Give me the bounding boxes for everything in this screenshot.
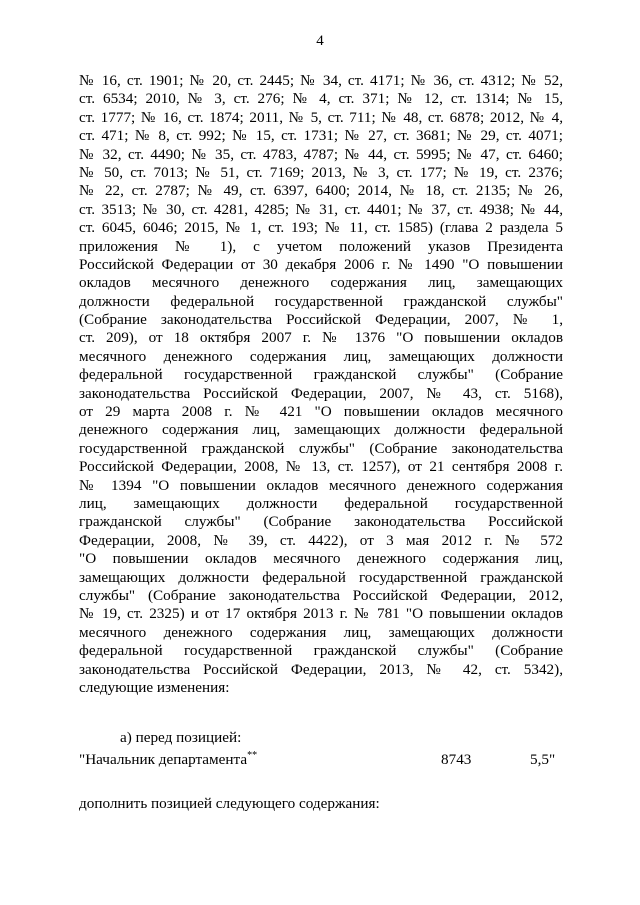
paragraph-line: ст. 209), от 18 октября 2007 г. № 1376 "О повышении окладов	[79, 329, 563, 347]
paragraph-line: должности федеральной государственной гражданской службы"	[79, 292, 563, 310]
paragraph-line: гражданской службы" (Собрание законодательства Российской	[79, 513, 563, 531]
position-coefficient: 5,5"	[530, 751, 556, 768]
paragraph-line: окладов месячного денежного содержания лиц, замещающих	[79, 274, 563, 292]
paragraph-line: ст. 6534; 2010, № 3, ст. 276; № 4, ст. 371; № 12, ст. 1314; № 15,	[79, 90, 563, 108]
paragraph-line: законодательства Российской Федерации, 2013, № 42, ст. 5342),	[79, 660, 563, 678]
paragraph-line: ст. 1777; № 16, ст. 1874; 2011, № 5, ст. 711; № 48, ст. 6878; 2012, № 4,	[79, 108, 563, 126]
body-paragraph	[79, 72, 563, 697]
paragraph-line: № 16, ст. 1901; № 20, ст. 2445; № 34, ст. 4171; № 36, ст. 4312; № 52,	[79, 72, 563, 89]
paragraph-line: № 1394 "О повышении окладов месячного денежного содержания	[79, 476, 563, 494]
paragraph-line: № 19, ст. 2325) и от 17 октября 2013 г. № 781 "О повышении окладов	[79, 605, 563, 623]
paragraph-line: законодательства Российской Федерации, 2007, № 43, ст. 5168),	[79, 384, 563, 402]
paragraph-line: денежного содержания лиц, замещающих должности федеральной	[79, 421, 563, 439]
add-position-text: дополнить позицией следующего содержания:	[79, 795, 380, 812]
paragraph-line: № 50, ст. 7013; № 51, ст. 7169; 2013, № 3, ст. 177; № 19, ст. 2376;	[79, 163, 563, 181]
paragraph-line: ст. 3513; № 30, ст. 4281, 4285; № 31, ст. 4401; № 37, ст. 4938; № 44,	[79, 200, 563, 218]
paragraph-line: лиц, замещающих должности федеральной государственной	[79, 494, 563, 512]
page-number: 4	[316, 33, 324, 49]
paragraph-line: (Собрание законодательства Российской Федерации, 2007, № 1,	[79, 311, 563, 329]
position-name-text: "Начальник департамента	[79, 751, 248, 768]
position-code: 8743	[441, 751, 472, 768]
paragraph-line: ст. 471; № 8, ст. 992; № 15, ст. 1731; № 27, ст. 3681; № 29, ст. 4071;	[79, 127, 563, 145]
footnote-mark: **	[247, 750, 258, 761]
paragraph-line: федеральной государственной гражданской службы" (Собрание	[79, 642, 563, 660]
paragraph-line: № 32, ст. 4490; № 35, ст. 4783, 4787; № 44, ст. 5995; № 47, ст. 6460;	[79, 145, 563, 163]
paragraph-line: замещающих должности федеральной государственной гражданской	[79, 568, 563, 586]
item-a-label: а) перед позицией:	[120, 729, 242, 746]
paragraph-line: государственной гражданской службы" (Собрание законодательства	[79, 439, 563, 457]
paragraph-line: "О повышении окладов месячного денежного содержания лиц,	[79, 550, 563, 568]
paragraph-line: Российской Федерации, 2008, № 13, ст. 1257), от 21 сентября 2008 г.	[79, 458, 563, 476]
paragraph-line: месячного денежного содержания лиц, замещающих должности	[79, 623, 563, 641]
paragraph-line: службы" (Собрание законодательства Российской Федерации, 2012,	[79, 586, 563, 604]
position-name	[79, 750, 257, 770]
paragraph-line: от 29 марта 2008 г. № 421 "О повышении окладов месячного	[79, 403, 563, 421]
paragraph-line: федеральной государственной гражданской службы" (Собрание	[79, 366, 563, 384]
paragraph-line: Федерации, 2008, № 39, ст. 4422), от 3 мая 2012 г. № 572	[79, 531, 563, 549]
paragraph-line: ст. 6045, 6046; 2015, № 1, ст. 193; № 11, ст. 1585) (глава 2 раздела 5	[79, 219, 563, 237]
paragraph-line: следующие изменения:	[79, 678, 230, 696]
paragraph-line: Российской Федерации от 30 декабря 2006 г. № 1490 "О повышении	[79, 255, 563, 273]
position-row	[79, 750, 563, 770]
paragraph-line: приложения № 1), с учетом положений указов Президента	[79, 237, 563, 255]
paragraph-line: № 22, ст. 2787; № 49, ст. 6397, 6400; 2014, № 18, ст. 2135; № 26,	[79, 182, 563, 200]
paragraph-line: месячного денежного содержания лиц, замещающих должности	[79, 347, 563, 365]
